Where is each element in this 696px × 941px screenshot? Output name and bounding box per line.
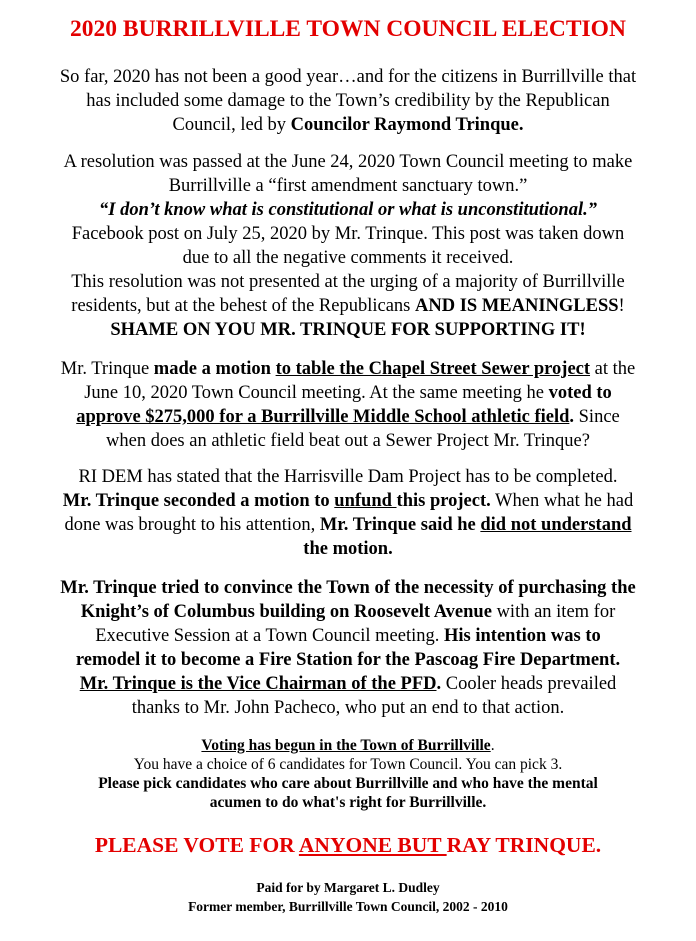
cooler-heads-text: Cooler heads prevailed	[441, 674, 617, 694]
page-title: 2020 BURRILLVILLE TOWN COUNCIL ELECTION	[70, 16, 626, 42]
acumen-emphasis: acumen to do what's right for Burrillville.	[209, 794, 487, 811]
fire-line-5	[0, 672, 696, 696]
intro-paragraph	[0, 65, 696, 137]
fire-line-1	[0, 576, 696, 600]
building-emphasis: Knight’s of Columbus building on Roosevelt Avenue	[80, 602, 492, 622]
resolution-line-7	[0, 294, 696, 318]
since-text: Since	[574, 407, 620, 427]
vote-text-c: RAY TRINQUE.	[446, 833, 602, 857]
sewer-text-b: at the	[590, 359, 636, 379]
resolution-line-6: This resolution was not presented at the urging of a majority of Burrillville	[71, 272, 625, 292]
vice-chairman-emphasis: Mr. Trinque is the Vice Chairman of the PFD	[79, 674, 437, 694]
fire-line-3	[0, 624, 696, 648]
meaningless-emphasis: AND IS MEANINGLESS	[415, 296, 619, 316]
dam-text-b: done was brought to his attention,	[64, 515, 320, 535]
motion-emphasis: made a motion	[153, 359, 276, 379]
athletic-field-emphasis: approve $275,000 for a Burrillville Middle School athletic field	[76, 407, 570, 427]
fire-line-4	[0, 648, 696, 672]
dam-line-1: RI DEM has stated that the Harrisville Dam Project has to be completed.	[78, 467, 618, 487]
fire-text-b: Executive Session at a Town Council meeting.	[95, 626, 444, 646]
dam-line-3	[0, 513, 696, 537]
voting-line-3	[0, 774, 696, 793]
voted-emphasis: voted to	[548, 383, 612, 403]
remodel-emphasis: remodel it to become a Fire Station for the Pascoag Fire Department.	[75, 650, 621, 670]
paid-for-disclaimer	[0, 878, 696, 916]
sewer-paragraph	[0, 357, 696, 453]
sewer-text-c: June 10, 2020 Town Council meeting. At the same meeting he	[84, 383, 549, 403]
paid-line-1: Paid for by Margaret L. Dudley	[256, 880, 440, 895]
resolution-line-4: Facebook post on July 25, 2020 by Mr. Trinque. This post was taken down	[71, 224, 625, 244]
did-not-understand-emphasis: did not understand	[480, 515, 632, 535]
dam-line-2	[0, 489, 696, 513]
voting-paragraph	[0, 736, 696, 812]
voting-line-4	[0, 793, 696, 812]
sewer-line-3	[0, 405, 696, 429]
shame-line	[0, 318, 696, 342]
trinque-said-emphasis: Mr. Trinque said he	[319, 515, 481, 535]
intro-line-3	[0, 113, 696, 137]
councilor-name: Councilor Raymond Trinque.	[290, 115, 524, 135]
unfund-emphasis: unfund	[334, 491, 397, 511]
voting-line-2: You have a choice of 6 candidates for Town Council. You can pick 3.	[133, 756, 563, 773]
voting-period: .	[490, 737, 495, 754]
resolution-line-1: A resolution was passed at the June 24, 2020 Town Council meeting to make	[63, 152, 633, 172]
paid-line-2: Former member, Burrillville Town Council, 2002 - 2010	[188, 899, 508, 914]
resolution-line-5: due to all the negative comments it received.	[182, 248, 514, 268]
dam-line-4	[0, 537, 696, 561]
vote-call-to-action	[0, 831, 696, 859]
sewer-project-emphasis: to table the Chapel Street Sewer project	[275, 359, 591, 379]
shame-text: SHAME ON YOU MR. TRINQUE FOR SUPPORTING IT!	[110, 320, 586, 340]
facebook-quote	[0, 198, 696, 222]
fire-text: with an item for	[491, 602, 616, 622]
quote-text: “I don’t know what is constitutional or what is unconstitutional.”	[99, 200, 597, 220]
this-project-emphasis: this project.	[396, 491, 491, 511]
period-b: .	[436, 674, 442, 694]
voting-begun-emphasis: Voting has begun in the Town of Burrillville	[201, 737, 491, 754]
exclamation: !	[618, 296, 625, 316]
vote-text-a: PLEASE VOTE FOR	[94, 833, 299, 857]
dam-paragraph	[0, 465, 696, 561]
voting-line-1	[0, 736, 696, 755]
fire-line-2	[0, 600, 696, 624]
the-motion-emphasis: the motion.	[303, 539, 393, 559]
fire-station-paragraph	[0, 576, 696, 720]
resolution-text: residents, but at the behest of the Republicans	[71, 296, 415, 316]
seconded-emphasis: Mr. Trinque seconded a motion to	[62, 491, 335, 511]
pick-candidates-emphasis: Please pick candidates who care about Burrillville and who have the mental	[98, 775, 598, 792]
period: .	[569, 407, 575, 427]
anyone-but-emphasis: ANYONE BUT	[298, 833, 447, 857]
intro-line-2: has included some damage to the Town’s credibility by the Republican	[86, 91, 610, 111]
fire-line-6: thanks to Mr. John Pacheco, who put an end to that action.	[131, 698, 565, 718]
sewer-line-2	[0, 381, 696, 405]
sewer-line-1	[0, 357, 696, 381]
sewer-text-a: Mr. Trinque	[60, 359, 154, 379]
dam-text: When what he had	[490, 491, 634, 511]
convince-emphasis: Mr. Trinque tried to convince the Town of the necessity of purchasing the	[60, 578, 636, 598]
sewer-line-4: when does an athletic field beat out a Sewer Project Mr. Trinque?	[106, 431, 590, 451]
resolution-paragraph	[0, 150, 696, 342]
intro-text: Council, led by	[172, 115, 291, 135]
resolution-line-2: Burrillville a “first amendment sanctuary town.”	[168, 176, 528, 196]
intro-line-1: So far, 2020 has not been a good year…and for the citizens in Burrillville that	[59, 67, 637, 87]
intention-emphasis: His intention was to	[444, 626, 601, 646]
